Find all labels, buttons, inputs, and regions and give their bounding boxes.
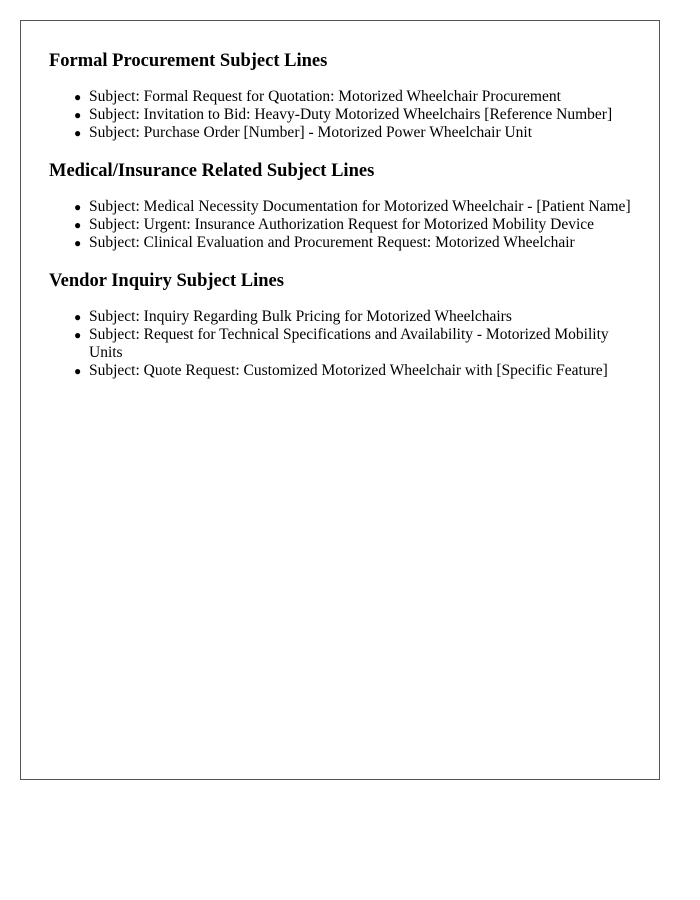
subject-list [49,308,631,380]
bullet-icon: ● [74,108,82,122]
section-heading: Formal Procurement Subject Lines [49,51,328,71]
list-item [74,106,631,124]
subject-line-text: Subject: Purchase Order [Number] - Motorized Power Wheelchair Unit [89,124,533,141]
subject-line-text: Subject: Clinical Evaluation and Procurement Request: Motorized Wheelchair [89,234,575,251]
list-item [74,308,631,326]
bullet-icon: ● [74,236,82,250]
section-heading: Vendor Inquiry Subject Lines [49,271,284,291]
section-heading: Medical/Insurance Related Subject Lines [49,161,375,181]
subject-line-text: Subject: Formal Request for Quotation: Motorized Wheelchair Procurement [89,88,561,105]
list-item [74,234,631,252]
list-item [74,216,631,234]
bullet-icon: ● [74,310,82,324]
list-item [74,362,631,380]
subject-line-text: Subject: Medical Necessity Documentation for Motorized Wheelchair - [Patient Name] [89,198,631,215]
subject-list [49,198,631,252]
bullet-icon: ● [74,126,82,140]
list-item [74,124,631,142]
list-item [74,326,631,362]
medical-insurance-section [49,160,631,252]
subject-line-text: Subject: Inquiry Regarding Bulk Pricing for Motorized Wheelchairs [89,308,512,325]
document-page [20,20,660,780]
bullet-icon: ● [74,364,82,378]
vendor-inquiry-section [49,270,631,380]
subject-line-text: Subject: Invitation to Bid: Heavy-Duty Motorized Wheelchairs [Reference Number] [89,106,613,123]
subject-line-text: Subject: Quote Request: Customized Motorized Wheelchair with [Specific Feature] [89,362,608,379]
subject-line-text: Subject: Urgent: Insurance Authorization Request for Motorized Mobility Device [89,216,595,233]
formal-procurement-section [49,50,631,142]
bullet-icon: ● [74,218,82,232]
subject-line-text: Subject: Request for Technical Specifications and Availability - Motorized Mobility Units [89,326,609,361]
list-item [74,88,631,106]
bullet-icon: ● [74,200,82,214]
subject-list [49,88,631,142]
bullet-icon: ● [74,90,82,104]
bullet-icon: ● [74,328,82,342]
list-item [74,198,631,216]
